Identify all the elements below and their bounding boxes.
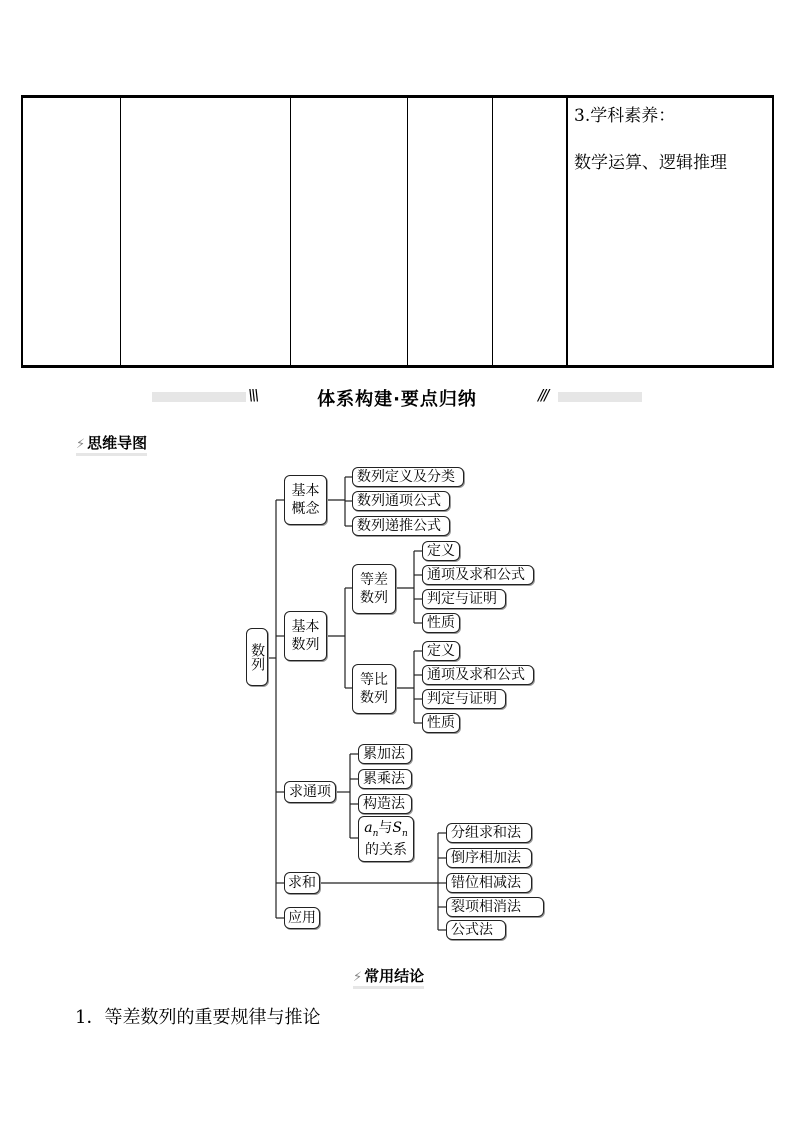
leaf-concept-recurrence: 数列递推公式 — [352, 516, 450, 536]
leaf-construction: 构造法 — [358, 794, 412, 814]
root-label: 数列 — [249, 643, 266, 671]
relation-line-1 — [364, 819, 408, 840]
symbol-a: a — [364, 820, 373, 837]
node-summation: 求和 — [284, 872, 320, 894]
node-arithmetic-sequence — [352, 564, 396, 614]
leaf-accumulation: 累加法 — [358, 744, 412, 764]
conclusion-item-1 — [75, 1003, 320, 1029]
node-application: 应用 — [284, 907, 320, 929]
leaf-concept-definition: 数列定义及分类 — [352, 467, 464, 487]
item-text: 等差数列的重要规律与推论 — [104, 1007, 321, 1028]
lightning-bolt-icon: ⚡ — [353, 970, 363, 985]
banner-mark-right: /// — [538, 386, 548, 404]
node-general-term: 求通项 — [284, 781, 336, 803]
lightning-bolt-icon: ⚡ — [76, 437, 86, 452]
literacy-items: 数学运算、逻辑推理 — [574, 153, 727, 173]
node-label: 等差 — [360, 571, 388, 588]
mind-map-root — [246, 628, 268, 686]
subscript-n: n — [372, 828, 379, 839]
conclusions-heading — [353, 965, 424, 986]
section-title: 体系构建·要点归纳 — [317, 389, 477, 410]
node-label: 数列 — [360, 590, 388, 606]
mind-map-heading-text: 思维导图 — [87, 434, 148, 452]
leaf-geo-property: 性质 — [422, 713, 460, 733]
node-basic-sequence — [284, 611, 327, 661]
relation-and: 与 — [378, 820, 393, 837]
leaf-arith-formula: 通项及求和公式 — [422, 565, 534, 585]
leaf-telescoping: 裂项相消法 — [446, 897, 544, 917]
leaf-formula-method: 公式法 — [446, 920, 506, 940]
node-label: 数列 — [360, 690, 388, 706]
leaf-geo-definition: 定义 — [422, 641, 460, 661]
node-label: 基本 — [291, 482, 320, 499]
leaf-geo-formula: 通项及求和公式 — [422, 665, 534, 685]
leaf-an-sn-relation — [358, 816, 414, 862]
item-number: 1． — [75, 1007, 105, 1028]
leaf-group-sum: 分组求和法 — [446, 823, 532, 843]
leaf-arith-proof: 判定与证明 — [422, 589, 506, 609]
heading-underline — [353, 986, 424, 989]
leaf-arith-definition: 定义 — [422, 541, 460, 561]
literacy-title: 3.学科素养： — [574, 106, 676, 126]
node-geometric-sequence — [352, 664, 396, 714]
node-label: 基本 — [291, 618, 320, 635]
node-basic-concept — [284, 475, 327, 525]
subscript-n: n — [401, 828, 408, 839]
conclusions-heading-text: 常用结论 — [364, 967, 425, 985]
leaf-reverse-add: 倒序相加法 — [446, 848, 532, 868]
node-label: 数列 — [291, 637, 320, 653]
leaf-offset-subtract: 错位相减法 — [446, 873, 532, 893]
leaf-multiplication: 累乘法 — [358, 769, 412, 789]
node-label: 概念 — [291, 501, 320, 517]
banner-mark-left: \\\ — [248, 386, 258, 404]
symbol-s: S — [392, 820, 402, 837]
leaf-arith-property: 性质 — [422, 613, 460, 633]
relation-line-2: 的关系 — [365, 841, 407, 858]
leaf-geo-proof: 判定与证明 — [422, 689, 506, 709]
node-label: 等比 — [360, 671, 388, 688]
leaf-concept-general-term: 数列通项公式 — [352, 491, 450, 511]
